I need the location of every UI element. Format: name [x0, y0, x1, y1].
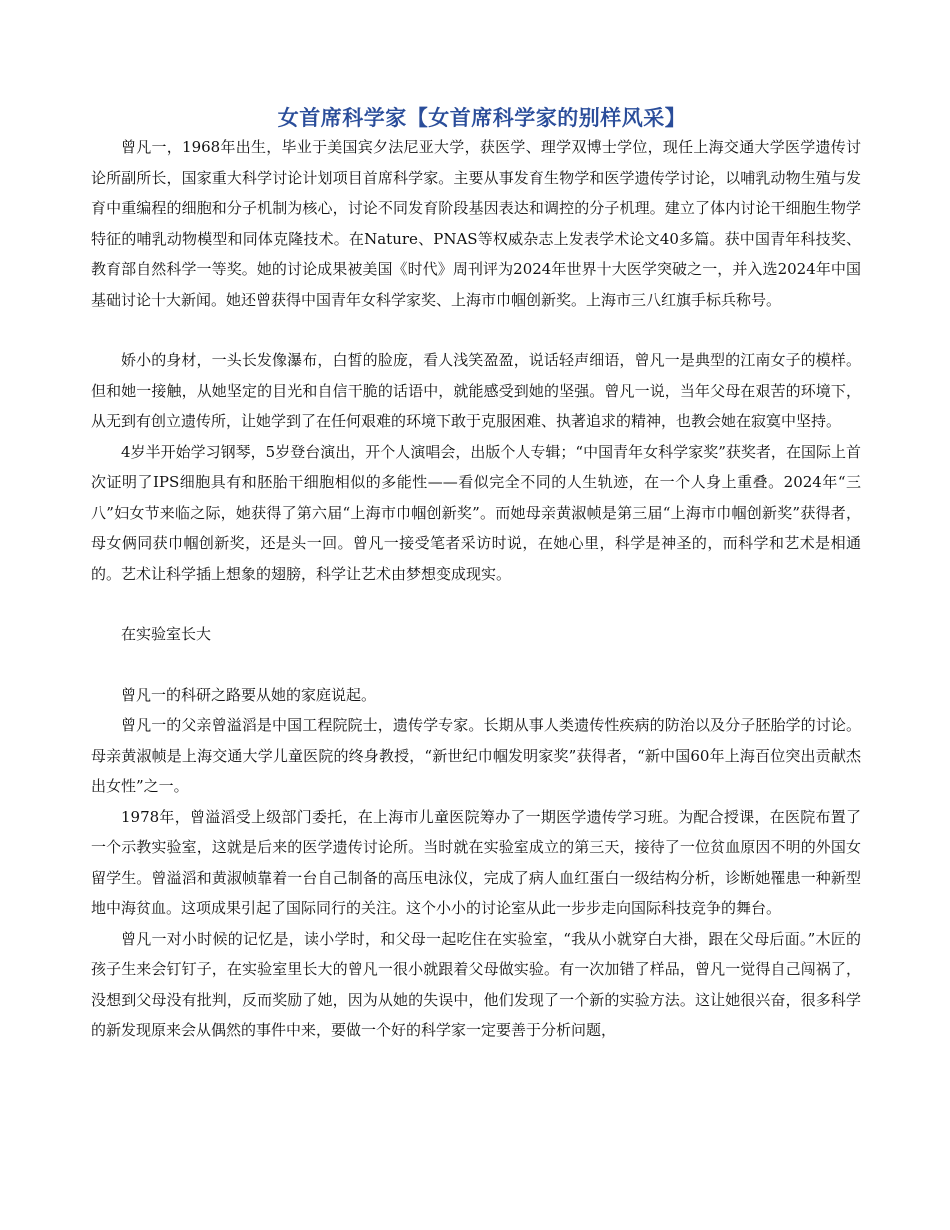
paragraph-parents: 曾凡一的父亲曾溢滔是中国工程院院士，遗传学专家。长期从事人类遗传性疾病的防治以及分子胚胎学的讨论。母亲黄淑帧是上海交通大学儿童医院的终身教授，“新世纪巾帼发明家奖”获得者，“新中国60年上海百位突出贡献杰出女性”之一。	[91, 716, 861, 795]
paragraph-appearance: 娇小的身材，一头长发像瀑布，白皙的脸庞，看人浅笑盈盈，说话轻声细语，曾凡一是典型的江南女子的模样。但和她一接触，从她坚定的目光和自信干脆的话语中，就能感受到她的坚强。曾凡一说，当年父母在艰苦的环境下，从无到有创立遗传所，让她学到了在任何艰难的环境下敢于克服困难、执著追求的精神，也教会她在寂寞中坚持。	[91, 351, 861, 430]
document-title: 女首席科学家【女首席科学家的别样风采】	[277, 106, 687, 130]
document-page	[91, 104, 861, 1046]
paragraph-intro: 曾凡一，1968年出生，毕业于美国宾夕法尼亚大学，获医学、理学双博士学位，现任上海交通大学医学遗传讨论所副所长，国家重大科学讨论计划项目首席科学家。主要从事发育生物学和医学遗传学讨论，以哺乳动物生殖与发育中重编程的细胞和分子机制为核心，讨论不同发育阶段基因表达和调控的分子机理。建立了体内讨论干细胞生物学特征的哺乳动物模型和同体克隆技术。在Nature、PNAS等权威杂志上发表学术论文40多篇。获中国青年科技奖、教育部自然科学一等奖。她的讨论成果被美国《时代》周刊评为2024年世界十大医学突破之一，并入选2024年中国基础讨论十大新闻。她还曾获得中国青年女科学家奖、上海市巾帼创新奖。上海市三八红旗手标兵称号。	[91, 138, 861, 309]
paragraph-gap	[91, 315, 861, 345]
section-heading: 在实验室长大	[121, 625, 212, 643]
paragraph-gap	[91, 589, 861, 619]
paragraph-gap	[91, 650, 861, 680]
paragraph-family-intro: 曾凡一的科研之路要从她的家庭说起。	[121, 685, 377, 704]
paragraph-childhood: 曾凡一对小时候的记忆是，读小学时，和父母一起吃住在实验室，“我从小就穿白大褂，跟在父母后面。”木匠的孩子生来会钉钉子，在实验室里长大的曾凡一很小就跟着父母做实验。有一次加错了样品，曾凡一觉得自己闯祸了，没想到父母没有批判，反而奖励了她，因为从她的失误中，他们发现了一个新的实验方法。这让她很兴奋，很多科学的新发现原来会从偶然的事件中来，要做一个好的科学家一定要善于分析问题，	[91, 929, 861, 1039]
paragraph-1978: 1978年，曾溢滔受上级部门委托，在上海市儿童医院筹办了一期医学遗传学习班。为配合授课，在医院布置了一个示教实验室，这就是后来的医学遗传讨论所。当时就在实验室成立的第三天，接待了一位贫血原因不明的外国女留学生。曾溢滔和黄淑帧靠着一台自己制备的高压电泳仪，完成了病人血红蛋白一级结构分析，诊断她罹患一种新型地中海贫血。这项成果引起了国际同行的关注。这个小小的讨论室从此一步步走向国际科技竞争的舞台。	[91, 807, 861, 917]
paragraph-piano: 4岁半开始学习钢琴，5岁登台演出，开个人演唱会，出版个人专辑；“中国青年女科学家奖”获奖者，在国际上首次证明了IPS细胞具有和胚胎干细胞相似的多能性——看似完全不同的人生轨迹，在一个人身上重叠。2024年“三八”妇女节来临之际，她获得了第六届“上海市巾帼创新奖”。而她母亲黄淑帧是第三届“上海市巾帼创新奖”获得者，母女俩同获巾帼创新奖，还是头一回。曾凡一接受笔者采访时说，在她心里，科学是神圣的，而科学和艺术是相通的。艺术让科学插上想象的翅膀，科学让艺术由梦想变成现实。	[91, 442, 861, 583]
